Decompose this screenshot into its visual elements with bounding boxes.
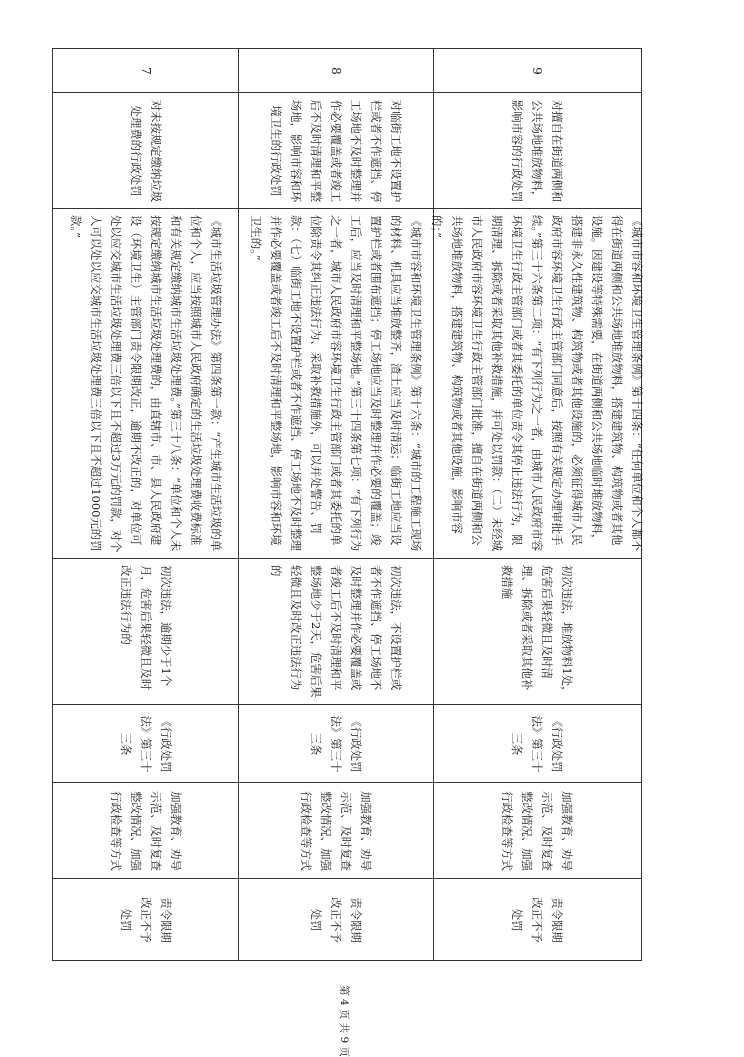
cell-basis-9 — [430, 209, 645, 559]
matter-text: 对擅自在街道两侧和公共场地堆放物料，影响市容的行政处罚 — [510, 99, 565, 202]
column-matter-row — [53, 93, 642, 209]
cell-result-9 — [433, 879, 641, 961]
cell-law-9 — [433, 705, 641, 783]
cell-measures-9 — [433, 783, 641, 879]
penalty-table — [52, 48, 645, 961]
page-number: 第 4 页 共 9 页 — [338, 985, 350, 1057]
cell-measures-7 — [53, 783, 239, 879]
condition-text: 初次违法，堆放物料1处，危害后果轻微且及时清理、拆除或者采取其他补救措施 — [500, 564, 575, 698]
column-measures-row — [53, 783, 642, 879]
law-text: 《行政处罚法》第三十三条 — [510, 715, 565, 772]
cell-condition-8 — [239, 559, 433, 705]
matter-text: 对未按规定缴纳垃圾处理费的行政处罚 — [128, 99, 163, 202]
cell-matter-9 — [433, 93, 641, 209]
cell-law-7 — [53, 705, 239, 783]
column-basis-row — [53, 209, 642, 559]
basis-text: 《城市市容和环境卫生管理条例》第十六条：“城市的工程施工现场的材料、机具应当堆放整齐，渣土应当及时清运；临街工地应当设置护栏或者围布遮挡；停工场地应当及时整理并作必要的覆盖；竣工后，应当及时清理和平整场地。”第三十四条第七项：“有下列行为之一者，城市人民政府市容环境卫生行政主管部门或者其委托的单位除责令其纠正违法行为、采取补救措施外，可以并处警告、罚款：（七）临街工地不设置护栏或者不作遮挡、停工场地不及时整理并作必要覆盖或者竣工后不及时清理和平整场地，影响市容和环境卫生的。” — [248, 214, 423, 551]
result-text: 责令限期改正不予处罚 — [510, 896, 565, 943]
cell-matter-8 — [239, 93, 433, 209]
cell-measures-8 — [239, 783, 433, 879]
column-result-row — [53, 879, 642, 961]
measures-text: 加强教育、劝导示范、及时复查整改情况、加强行政检查等方式 — [108, 790, 183, 871]
basis-text: 《城市生活垃圾管理办法》第四条第一款：“产生城市生活垃圾的单位和个人，应当按照城市人民政府确定的生活垃圾处理费收费标准和有关规定缴纳城市生活垃圾处理费。”第三十八条：“单位和个人未按规定缴纳城市生活垃圾处理费的，由直辖市、市、县人民政府建设（环境卫生）主管部门责令限期改正，逾期不改正的，对单位可处以应交城市生活垃圾处理费三倍以下且不超过3万元的罚款，对个人可以处以应交城市生活垃圾处理费三倍以下且不超过1000元的罚款。” — [68, 214, 223, 553]
cell-number-7 — [53, 49, 239, 93]
cell-result-8 — [239, 879, 433, 961]
row-number: 7 — [138, 66, 153, 75]
column-condition-row — [53, 559, 642, 705]
condition-text: 初次违法，不设置护栏或者不作遮挡、停工场地不及时整理并作必要覆盖或者竣工后不及时清理和平整场地少于2天，危害后果轻微且及时改正违法行为的 — [268, 564, 403, 698]
cell-condition-7 — [53, 559, 239, 705]
cell-matter-7 — [53, 93, 239, 209]
law-text: 《行政处罚法》第三十三条 — [118, 715, 173, 772]
cell-law-8 — [239, 705, 433, 783]
result-text: 责令限期改正不予处罚 — [118, 896, 173, 943]
row-number: 9 — [530, 66, 545, 75]
column-law-row — [53, 705, 642, 783]
cell-result-7 — [53, 879, 239, 961]
measures-text: 加强教育、劝导示范、及时复查整改情况、加强行政检查等方式 — [298, 790, 373, 871]
column-number-row — [53, 49, 642, 93]
result-text: 责令限期改正不予处罚 — [308, 896, 363, 943]
cell-basis-7 — [53, 209, 239, 559]
basis-text: 《城市市容和环境卫生管理条例》第十四条：“任何单位和个人都不得在街道两侧和公共场地堆放物料，搭建建筑物、构筑物或者其他设施。因建设等特殊需要，在街道两侧和公共场地临时堆放物料，搭建非永久性建筑物、构筑物或者其他设施的，必须征得城市人民政府市容环境卫生行政主管部门同意后，按照有关规定办理审批手续。”第三十六条第二项：“有下列行为之一者，由城市人民政府市容环境卫生行政主管部门或者其委托的单位责令其停止违法行为，限期清理、拆除或者采取其他补救措施，并可处以罚款：（二）未经城市人民政府市容环境卫生行政主管部门批准，擅自在街道两侧和公共场地堆放物料，搭建建筑物、构筑物或者其他设施，影响市容的；” — [430, 214, 645, 551]
cell-condition-9 — [433, 559, 641, 705]
measures-text: 加强教育、劝导示范、及时复查整改情况、加强行政检查等方式 — [500, 790, 575, 871]
row-number: 8 — [328, 66, 343, 75]
law-text: 《行政处罚法》第三十三条 — [308, 715, 363, 772]
cell-number-9 — [433, 49, 641, 93]
condition-text: 初次违法，逾期少于1个月，危害后果轻微且及时改正违法行为的 — [118, 564, 173, 690]
matter-text: 对临街工地不设置护栏或者不作遮挡、停工场地不及时整理并作必要覆盖或者竣工后不及时清理和平整场地，影响市容和环境卫生的行政处罚 — [268, 99, 403, 202]
cell-basis-8 — [239, 209, 433, 559]
cell-number-8 — [239, 49, 433, 93]
